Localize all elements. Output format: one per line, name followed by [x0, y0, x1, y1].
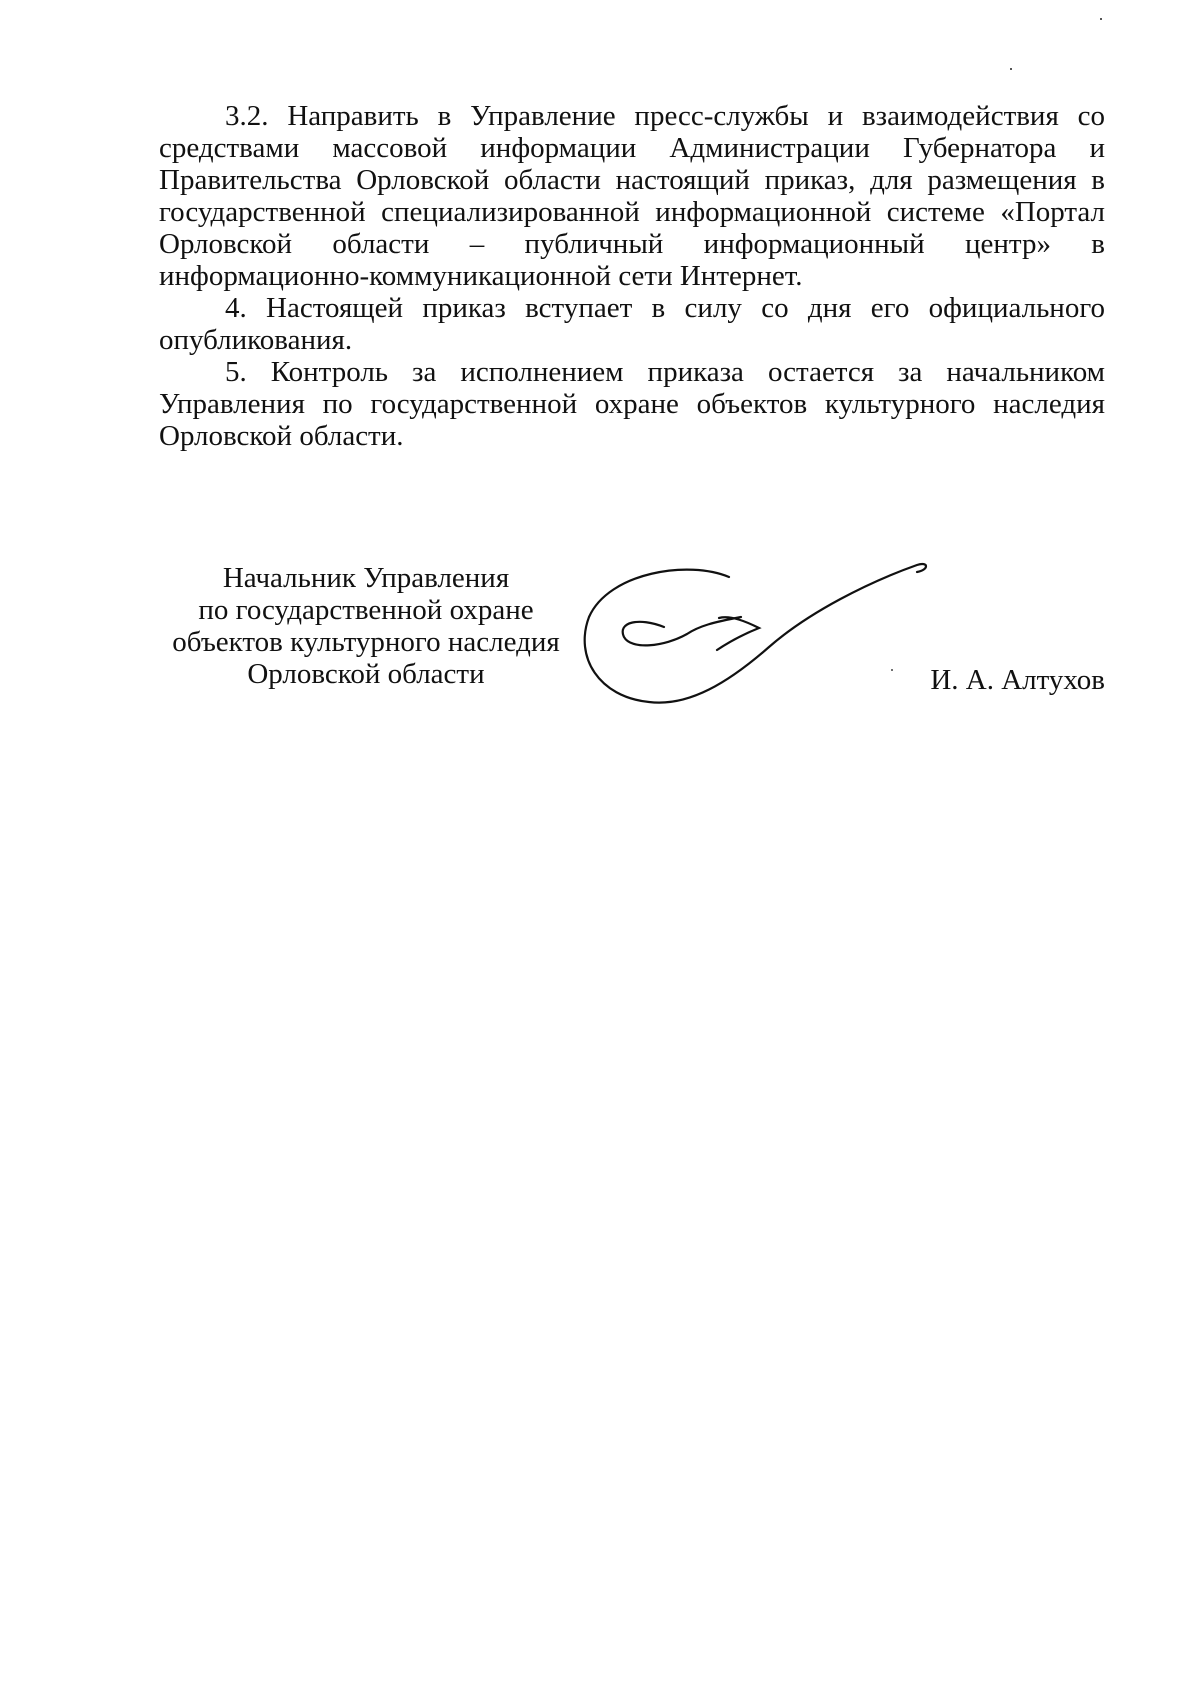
- scan-speck: [1100, 18, 1102, 20]
- position-line: объектов культурного наследия: [172, 626, 560, 658]
- position-line: Орловской области: [247, 658, 485, 690]
- paragraph-3-2: 3.2. Направить в Управление пресс-службы и взаимодействия со средствами массовой информации Администрации Губернатора и Правительства Орловской области настоящий приказ, для размещения в государственной специализированной информационной системе «Портал Орловской области – публичный информационный центр» в информационно-коммуникационной сети Интернет.: [159, 100, 1105, 292]
- paragraph-4: 4. Настоящей приказ вступает в силу со дня его официального опубликования.: [159, 292, 1105, 356]
- document-body: [159, 100, 1105, 452]
- signatory-name: И. А. Алтухов: [930, 664, 1105, 696]
- paragraph-5: 5. Контроль за исполнением приказа остается за начальником Управления по государственной охране объектов культурного наследия Орловской области.: [159, 356, 1105, 452]
- scan-speck: [1010, 68, 1012, 70]
- signatory-position: [171, 562, 561, 690]
- position-line: по государственной охране: [198, 594, 534, 626]
- handwritten-signature: [569, 562, 989, 722]
- signature-block: [159, 562, 1105, 722]
- position-line: Начальник Управления: [222, 562, 510, 594]
